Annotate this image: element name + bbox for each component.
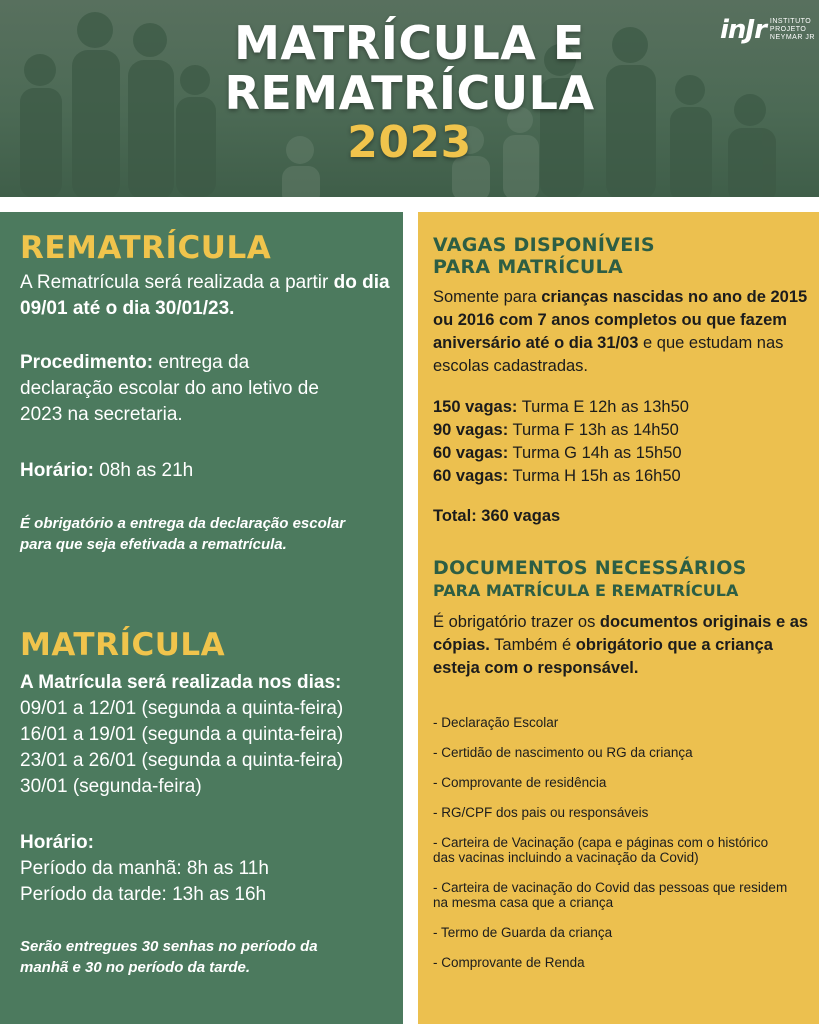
list-item: - Carteira de vacinação do Covid das pessoas que residem na mesma casa que a criança	[433, 880, 788, 910]
documentos-heading-line-1: DOCUMENTOS NECESSÁRIOS	[433, 557, 747, 579]
list-item: - Comprovante de Renda	[433, 955, 585, 970]
documentos-heading-line-2: PARA MATRÍCULA E REMATRÍCULA	[433, 581, 739, 600]
turma-row	[433, 442, 809, 465]
page-title	[0, 15, 819, 168]
documentos-list	[433, 715, 793, 985]
logo-line-2: PROJETO	[769, 26, 807, 33]
procedimento-text: entrega da declaração escolar do ano letivo de 2023 na secretaria.	[20, 352, 319, 425]
list-item: - RG/CPF dos pais ou responsáveis	[433, 805, 649, 820]
left-panel	[0, 212, 403, 1024]
documentos-heading	[433, 557, 809, 601]
logo-line-1: INSTITUTO	[769, 18, 812, 25]
list-item: - Comprovante de residência	[433, 775, 607, 790]
vagas-heading-line-1: VAGAS DISPONÍVEIS	[433, 234, 655, 256]
title-year: 2023	[347, 117, 472, 168]
periodo-manha: Período da manhã: 8h as 11h	[20, 858, 269, 879]
vagas-total-text: Total: 360 vagas	[433, 507, 561, 525]
matricula-dia-1: 09/01 a 12/01 (segunda a quinta-feira)	[20, 698, 344, 719]
rematricula-horario-label: Horário:	[20, 460, 94, 481]
logo-line-3: NEYMAR JR	[769, 34, 815, 41]
vagas-heading	[433, 234, 809, 278]
turma-vagas: 60 vagas:	[433, 444, 509, 462]
vagas-intro	[433, 286, 809, 378]
turma-vagas: 150 vagas:	[433, 398, 518, 416]
rematricula-procedimento	[20, 350, 320, 428]
turma-vagas: 60 vagas:	[433, 467, 509, 485]
rematricula-intro	[20, 270, 392, 322]
rematricula-note: É obrigatório a entrega da declaração escolar para que seja efetivada a rematrícula.	[20, 515, 346, 553]
documentos-intro-mid: Também é	[494, 636, 572, 654]
matricula-dias-label: A Matrícula será realizada nos dias:	[20, 672, 342, 693]
matricula-horario	[20, 830, 392, 908]
vagas-intro-pre: Somente para	[433, 288, 537, 306]
vagas-intro-bold: crianças nascidas no ano de 2015 ou 2016 com 7 anos completos ou que fazem aniversário até o dia 31/03	[433, 288, 808, 352]
documentos-intro-pre: É obrigatório trazer os	[433, 613, 596, 631]
logo-mark: inJr	[720, 15, 766, 45]
documentos-intro-bold-1: documentos originais e as cópias.	[433, 613, 809, 654]
periodo-tarde: Período da tarde: 13h as 16h	[20, 884, 267, 905]
list-item: - Carteira de Vacinação (capa e páginas com o histórico das vacinas incluindo a vacinação da Covid)	[433, 835, 769, 865]
list-item: - Declaração Escolar	[433, 715, 559, 730]
turma-horario: Turma H 15h as 16h50	[512, 467, 681, 485]
procedimento-label: Procedimento:	[20, 352, 154, 373]
matricula-heading: MATRÍCULA	[20, 627, 226, 663]
vagas-heading-line-2: PARA MATRÍCULA	[433, 256, 624, 278]
turma-horario: Turma G 14h as 15h50	[512, 444, 682, 462]
instituto-logo	[720, 12, 815, 48]
logo-text	[770, 18, 815, 42]
turma-row	[433, 419, 809, 442]
turma-horario: Turma E 12h as 13h50	[521, 398, 689, 416]
matricula-dias	[20, 670, 392, 800]
documentos-intro-bold-2: obrigátorio que a criança esteja com o responsável.	[433, 636, 773, 677]
rematricula-intro-dates: do dia 09/01 até o dia 30/01/23.	[20, 272, 390, 319]
documentos-intro	[433, 611, 809, 680]
turma-horario: Turma F 13h as 14h50	[512, 421, 679, 439]
rematricula-horario	[20, 458, 392, 484]
vagas-intro-post: e que estudam nas escolas cadastradas.	[433, 334, 784, 375]
header-banner	[0, 0, 819, 197]
list-item: - Certidão de nascimento ou RG da criança	[433, 745, 693, 760]
turma-row	[433, 465, 809, 488]
matricula-horario-label: Horário:	[20, 832, 94, 853]
title-line-2: REMATRÍCULA	[224, 66, 595, 120]
rematricula-horario-text: 08h as 21h	[99, 460, 194, 481]
matricula-note: Serão entregues 30 senhas no período da manhã e 30 no período da tarde.	[20, 938, 318, 976]
list-item: - Termo de Guarda da criança	[433, 925, 613, 940]
right-panel	[418, 212, 819, 1024]
vagas-total	[433, 505, 809, 528]
matricula-dia-3: 23/01 a 26/01 (segunda a quinta-feira)	[20, 750, 344, 771]
vagas-turmas-list	[433, 396, 809, 488]
turma-row	[433, 396, 809, 419]
matricula-dia-2: 16/01 a 19/01 (segunda a quinta-feira)	[20, 724, 344, 745]
rematricula-heading: REMATRÍCULA	[20, 230, 272, 266]
rematricula-intro-text: A Rematrícula será realizada a partir	[20, 272, 329, 293]
matricula-dia-4: 30/01 (segunda-feira)	[20, 776, 202, 797]
title-line-1: MATRÍCULA E	[234, 16, 585, 70]
turma-vagas: 90 vagas:	[433, 421, 509, 439]
